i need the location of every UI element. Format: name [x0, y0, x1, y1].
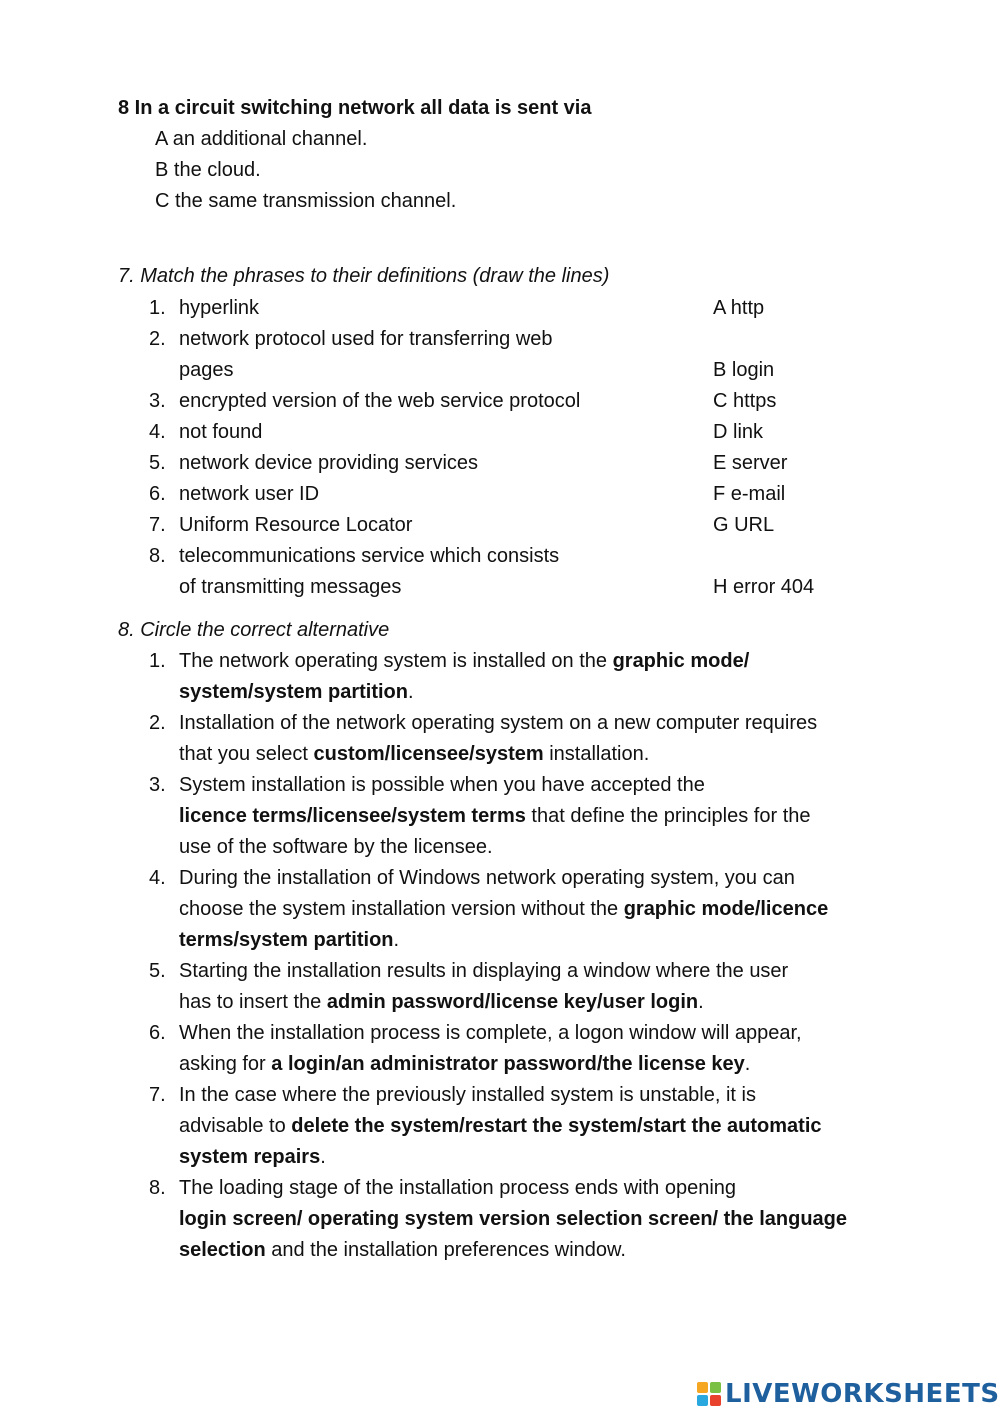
- circle-item-text: When the installation process is complete, a logon window will appear,: [179, 1022, 802, 1044]
- circle-item-line: [179, 960, 788, 983]
- liveworksheets-logo: [697, 1378, 1000, 1410]
- circle-item-line: [179, 991, 704, 1014]
- logo-text: LIVEWORKSHEETS: [725, 1379, 1000, 1409]
- matching-item-text[interactable]: Uniform Resource Locator: [179, 514, 413, 536]
- logo-square: [697, 1395, 708, 1406]
- circle-alternatives[interactable]: terms/system partition: [179, 929, 394, 951]
- circle-item-text: advisable to: [179, 1115, 292, 1137]
- matching-answer[interactable]: G URL: [713, 514, 775, 536]
- matching-item-number: 2.: [149, 328, 166, 350]
- matching-item-number: 4.: [149, 421, 166, 443]
- circle-item-line: [179, 805, 811, 828]
- matching-answer[interactable]: H error 404: [713, 576, 815, 598]
- circle-alternatives[interactable]: graphic mode/: [612, 650, 750, 672]
- circle-item-line: [179, 1084, 756, 1107]
- matching-answer[interactable]: A http: [713, 297, 765, 319]
- matching-item-text[interactable]: not found: [179, 421, 263, 443]
- matching-item-text[interactable]: pages: [179, 359, 234, 381]
- circle-alternatives[interactable]: a login/an administrator password/the license key: [271, 1053, 745, 1075]
- circle-item-line: [179, 681, 414, 704]
- circle-item-text: .: [744, 1053, 751, 1075]
- matching-item-text[interactable]: network device providing services: [179, 452, 479, 474]
- circle-alternatives[interactable]: system repairs: [179, 1146, 321, 1168]
- circle-item-text: The network operating system is installed on the: [179, 650, 613, 672]
- matching-item-text[interactable]: telecommunications service which consists: [179, 545, 560, 567]
- circle-item-line: [179, 1177, 736, 1200]
- circle-item-line: [179, 929, 399, 952]
- matching-answer[interactable]: C https: [713, 390, 777, 412]
- circle-item-text: In the case where the previously installed system is unstable, it is: [179, 1084, 756, 1106]
- circle-item-number: 7.: [149, 1084, 166, 1106]
- matching-answer[interactable]: B login: [713, 359, 775, 381]
- circle-item-text: Installation of the network operating system on a new computer requires: [179, 712, 818, 734]
- circle-item-line: [179, 898, 828, 921]
- circle-item-number: 3.: [149, 774, 166, 796]
- matching-item-text[interactable]: hyperlink: [179, 297, 260, 319]
- circle-item-text: installation.: [543, 743, 650, 765]
- matching-item-number: 1.: [149, 297, 166, 319]
- circle-item-text: choose the system installation version without the: [179, 898, 624, 920]
- circle-item-text: has to insert the: [179, 991, 327, 1013]
- matching-item-number: 5.: [149, 452, 166, 474]
- circle-item-number: 4.: [149, 867, 166, 889]
- circle-alternatives[interactable]: delete the system/restart the system/start the automatic: [291, 1115, 822, 1137]
- circle-item-line: [179, 1208, 847, 1231]
- question-8-option-c[interactable]: C the same transmission channel.: [155, 190, 457, 212]
- circle-item-line: [179, 1239, 626, 1262]
- circle-alternatives[interactable]: admin password/license key/user login: [326, 991, 699, 1013]
- matching-heading: 7. Match the phrases to their definitions (draw the lines): [118, 265, 610, 287]
- circle-alternatives[interactable]: selection: [179, 1239, 266, 1261]
- circle-item-line: [179, 1115, 822, 1138]
- circle-item-line: [179, 774, 705, 797]
- matching-item-number: 3.: [149, 390, 166, 412]
- circle-item-text: .: [698, 991, 704, 1013]
- circle-item-text: The loading stage of the installation process ends with opening: [179, 1177, 737, 1199]
- matching-answer[interactable]: D link: [713, 421, 764, 443]
- circle-alternatives[interactable]: licence terms/licensee/system terms: [179, 805, 526, 827]
- matching-answer[interactable]: F e-mail: [713, 483, 786, 505]
- matching-item-text[interactable]: encrypted version of the web service protocol: [179, 390, 581, 412]
- matching-answer[interactable]: E server: [713, 452, 788, 474]
- circle-item-number: 6.: [149, 1022, 166, 1044]
- circle-item-line: [179, 743, 649, 766]
- circle-item-line: [179, 836, 493, 859]
- circle-item-text: that you select: [179, 743, 314, 765]
- matching-item-number: 6.: [149, 483, 166, 505]
- question-8-title: 8 In a circuit switching network all data is sent via: [118, 97, 592, 119]
- circle-item-text: .: [407, 681, 414, 703]
- matching-item-text[interactable]: of transmitting messages: [179, 576, 402, 598]
- circle-item-line: [179, 1146, 326, 1169]
- circle-item-text: Starting the installation results in displaying a window where the user: [179, 960, 789, 982]
- logo-square: [710, 1395, 721, 1406]
- circle-alternatives[interactable]: custom/licensee/system: [313, 743, 544, 765]
- circle-item-text: asking for: [179, 1053, 272, 1075]
- circle-item-text: and the installation preferences window.: [265, 1239, 626, 1261]
- circle-alternatives[interactable]: graphic mode/licence: [623, 898, 829, 920]
- circle-item-number: 8.: [149, 1177, 166, 1199]
- question-8-option-b[interactable]: B the cloud.: [155, 159, 261, 181]
- circle-item-number: 2.: [149, 712, 166, 734]
- matching-item-number: 8.: [149, 545, 166, 567]
- matching-item-text[interactable]: network user ID: [179, 483, 320, 505]
- circle-item-text: During the installation of Windows network operating system, you can: [179, 867, 795, 889]
- circle-alternatives[interactable]: login screen/ operating system version selection screen/ the language: [179, 1208, 847, 1230]
- matching-item-text[interactable]: network protocol used for transferring web: [179, 328, 553, 350]
- circle-alternatives[interactable]: system/system partition: [179, 681, 408, 703]
- circle-item-text: use of the software by the licensee.: [179, 836, 493, 858]
- circle-item-line: [179, 650, 749, 673]
- question-8-option-a[interactable]: A an additional channel.: [155, 128, 368, 150]
- matching-item-number: 7.: [149, 514, 166, 536]
- circle-item-text: that define the principles for the: [525, 805, 811, 827]
- logo-square: [697, 1382, 708, 1393]
- circle-item-text: .: [320, 1146, 326, 1168]
- circle-heading: 8. Circle the correct alternative: [118, 619, 390, 641]
- circle-item-line: [179, 712, 817, 735]
- circle-item-line: [179, 1022, 802, 1045]
- circle-item-line: [179, 867, 795, 890]
- circle-item-number: 5.: [149, 960, 166, 982]
- circle-item-text: .: [393, 929, 400, 951]
- circle-item-line: [179, 1053, 750, 1076]
- liveworksheets-logo-icon: [697, 1382, 721, 1406]
- logo-square: [710, 1382, 721, 1393]
- circle-item-text: System installation is possible when you have accepted the: [179, 774, 705, 796]
- circle-item-number: 1.: [149, 650, 166, 672]
